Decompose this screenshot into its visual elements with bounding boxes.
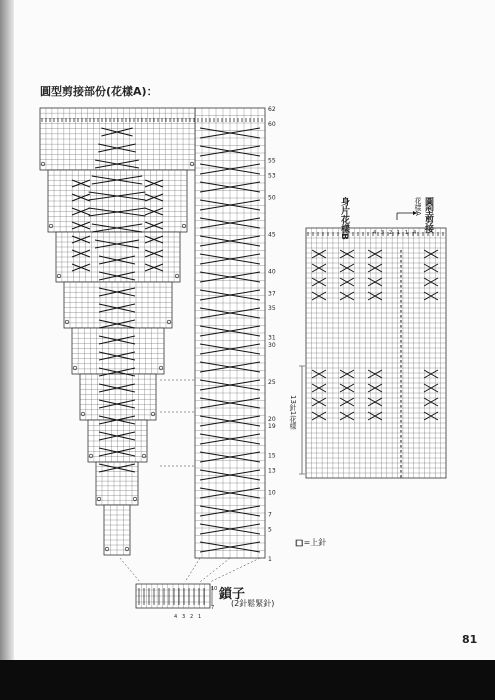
column-number: 1: [405, 230, 409, 236]
pyramid-tier: [72, 328, 164, 374]
legend: [296, 537, 326, 548]
row-number: 31: [268, 334, 276, 342]
legend-symbol: □: [296, 538, 304, 547]
column-number: 4: [413, 230, 417, 236]
column-number: 2: [389, 230, 393, 236]
bottom-chart-label: 鎖子: [219, 587, 246, 602]
row-number: 1: [268, 556, 272, 563]
pyramid-tier: [80, 374, 156, 420]
bottom-chart: [136, 584, 217, 620]
row-number: 25: [268, 378, 276, 386]
left-chart: [40, 106, 276, 582]
row-number: 19: [268, 423, 276, 431]
column-number: 4: [174, 614, 178, 620]
column-number: 1: [198, 614, 202, 620]
row-number: 37: [268, 290, 276, 298]
legend-text: =上針: [303, 538, 327, 547]
right-chart: [296, 211, 446, 546]
row-number: 53: [268, 172, 276, 180]
row-number: 7: [211, 605, 215, 611]
connector-line: [120, 558, 140, 582]
column-number: 3: [182, 614, 186, 620]
row-number: 62: [268, 106, 276, 113]
row-number: 55: [268, 157, 276, 165]
column-number: 2: [190, 614, 194, 620]
right-label-a-sub: 圓型剪接: [423, 197, 433, 233]
connector-line: [200, 558, 230, 582]
row-number: 35: [268, 305, 276, 313]
page-number: 81: [462, 633, 478, 646]
row-number: 20: [268, 415, 276, 423]
connector-line: [185, 558, 200, 582]
section-title: 圓型剪接部份(花樣A)：: [40, 85, 158, 98]
row-number: 5: [268, 526, 272, 534]
right-label-b: 身片花樣B: [339, 197, 349, 240]
row-number: 15: [268, 452, 276, 460]
row-number: 40: [268, 268, 276, 276]
right-label-a: 花樣A: [414, 197, 422, 216]
row-number: 10: [268, 489, 276, 497]
row-number: 50: [268, 194, 276, 202]
row-number: 30: [268, 342, 276, 350]
row-number: 10: [211, 586, 218, 592]
connector-line: [210, 558, 260, 582]
column-number: 4: [373, 230, 377, 236]
bottom-chart-note: (2針鬆緊針): [231, 599, 275, 608]
repeat-bracket: [299, 366, 305, 474]
right-side-note: 13針1花樣: [289, 395, 297, 430]
row-number: 45: [268, 231, 276, 239]
column-number: 3: [381, 230, 385, 236]
row-number: 60: [268, 120, 276, 128]
column-number: 1: [397, 230, 401, 236]
row-number: 7: [268, 511, 272, 519]
row-number: 13: [268, 467, 276, 475]
